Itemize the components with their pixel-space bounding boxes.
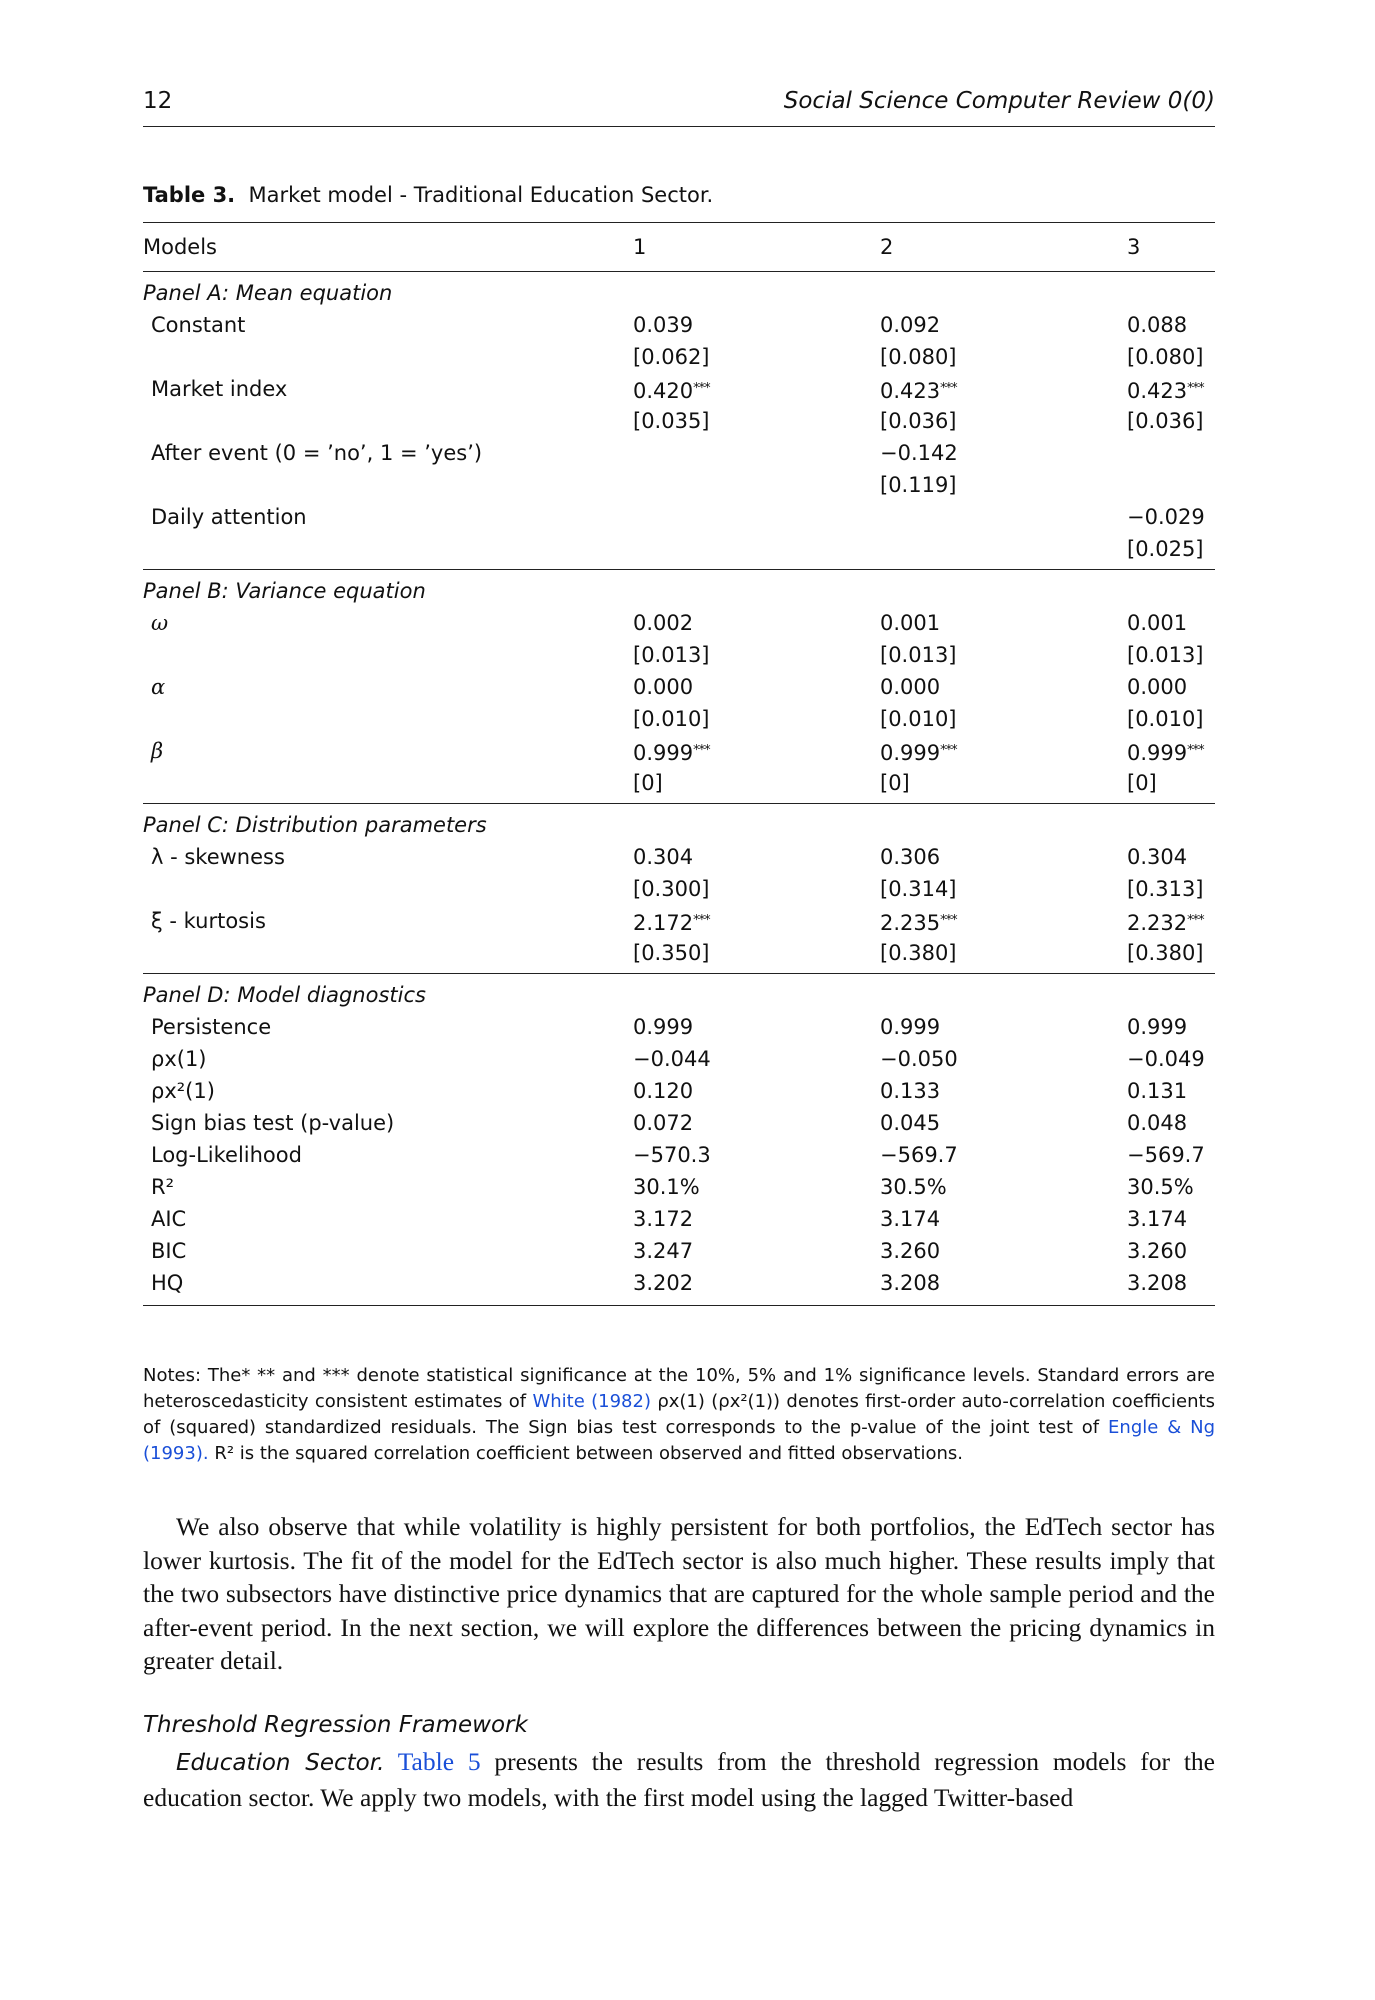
table-cell: 0.304 xyxy=(1127,845,1188,869)
row-label: Persistence xyxy=(151,1015,272,1039)
table-row xyxy=(143,405,1215,437)
significance-stars: *** xyxy=(1187,381,1204,396)
row-label: HQ xyxy=(151,1271,184,1295)
row-label: R² xyxy=(151,1175,175,1199)
significance-stars: *** xyxy=(940,913,957,928)
table-cell: [0.036] xyxy=(1127,409,1204,433)
table-notes xyxy=(143,1363,1215,1467)
table-cell: [0.013] xyxy=(633,643,710,667)
subsection-heading: Education Sector. xyxy=(176,1750,385,1776)
table-row xyxy=(143,437,1215,469)
table-cell: 2.235*** xyxy=(880,911,957,935)
table-cell: 0.002 xyxy=(633,611,694,635)
panel-title-text: Panel A: Mean equation xyxy=(143,281,393,305)
table-cell: 3.172 xyxy=(633,1207,694,1231)
row-label: AIC xyxy=(151,1207,187,1231)
table-cell: −569.7 xyxy=(1127,1143,1205,1167)
table-cell: [0.380] xyxy=(1127,941,1204,965)
table-cell: 0.423*** xyxy=(1127,379,1204,403)
table-row xyxy=(143,873,1215,905)
table-cell: 3.260 xyxy=(880,1239,941,1263)
table-row xyxy=(143,1107,1215,1139)
table-cell: 0.999 xyxy=(880,1015,941,1039)
significance-stars: *** xyxy=(693,913,710,928)
column-header: Models xyxy=(143,235,217,259)
table-row xyxy=(143,607,1215,639)
paragraph-text: presents the results from the threshold regression models for the education sector. We apply two models, with the first model using the lagged Twitter-based xyxy=(143,1747,1215,1812)
table-cell: [0.013] xyxy=(1127,643,1204,667)
table-cell: 3.174 xyxy=(880,1207,941,1231)
table-cell: −570.3 xyxy=(633,1143,711,1167)
table-cell: 0.420*** xyxy=(633,379,710,403)
table-row xyxy=(143,767,1215,799)
table-header-row xyxy=(143,223,1215,271)
table-cell: [0.010] xyxy=(633,707,710,731)
column-header: 3 xyxy=(1127,235,1141,259)
body-text xyxy=(143,1510,1215,1678)
significance-stars: *** xyxy=(693,743,710,758)
table-cell: 0.133 xyxy=(880,1079,941,1103)
notes-text: R² is the squared correlation coefficient between observed and fitted observations. xyxy=(214,1443,963,1464)
significance-stars: *** xyxy=(693,381,710,396)
table-cell: 0.120 xyxy=(633,1079,694,1103)
notes-text: ρx(1) (ρx²(1)) denotes first-order auto-correlation coefficients of (squared) standardized residuals. The Sign bias test corresponds to the p-value of the joint test of xyxy=(143,1391,1215,1438)
significance-stars: *** xyxy=(940,743,957,758)
table-row xyxy=(143,841,1215,873)
table-cell: −0.029 xyxy=(1127,505,1205,529)
table-row xyxy=(143,1139,1215,1171)
panel-title xyxy=(143,277,1215,309)
table-row xyxy=(143,309,1215,341)
table-cell: [0.119] xyxy=(880,473,957,497)
table-cell: 3.174 xyxy=(1127,1207,1188,1231)
table-cell: [0.013] xyxy=(880,643,957,667)
table-cell: 0.001 xyxy=(880,611,941,635)
table-cell: [0.380] xyxy=(880,941,957,965)
panel-title xyxy=(143,979,1215,1011)
table-row xyxy=(143,533,1215,565)
table-row xyxy=(143,735,1215,767)
table-row xyxy=(143,1011,1215,1043)
table-body xyxy=(143,277,1215,1306)
table-caption xyxy=(143,183,713,207)
row-label: β xyxy=(151,739,164,763)
table-cell: 0.000 xyxy=(1127,675,1188,699)
table-cell: 0.306 xyxy=(880,845,941,869)
row-label: Sign bias test (p-value) xyxy=(151,1111,395,1135)
table-cell: [0.080] xyxy=(880,345,957,369)
table-link[interactable]: Table 5 xyxy=(397,1747,481,1776)
table-cell: −0.142 xyxy=(880,441,958,465)
table-cell: −569.7 xyxy=(880,1143,958,1167)
table-row xyxy=(143,671,1215,703)
table-cell: 2.232*** xyxy=(1127,911,1204,935)
table-caption-text: Market model - Traditional Education Sector. xyxy=(248,183,714,207)
table-cell: [0.010] xyxy=(880,707,957,731)
table-cell: [0.314] xyxy=(880,877,957,901)
citation-link[interactable]: White (1982) xyxy=(532,1391,651,1412)
table-cell: 0.048 xyxy=(1127,1111,1188,1135)
table-cell: 2.172*** xyxy=(633,911,710,935)
table-row xyxy=(143,341,1215,373)
notes-text: Notes: The* ** and *** denote statistical significance at the 10%, 5% and 1% significance levels. Standard errors are heteroscedasticity consistent estimates of xyxy=(143,1365,1215,1412)
row-label: Market index xyxy=(151,377,288,401)
table-cell: 3.208 xyxy=(1127,1271,1188,1295)
table-cell: 0.304 xyxy=(633,845,694,869)
table-row xyxy=(143,1075,1215,1107)
row-label: ρx(1) xyxy=(151,1047,207,1071)
table-cell: −0.044 xyxy=(633,1047,711,1071)
table-row xyxy=(143,905,1215,937)
table-cell: [0.300] xyxy=(633,877,710,901)
table-cell: [0.350] xyxy=(633,941,710,965)
table-cell: 0.088 xyxy=(1127,313,1188,337)
paragraph: We also observe that while volatility is highly persistent for both portfolios, the EdTech sector has lower kurtosis. The fit of the model for the EdTech sector is also much higher. These results imply that the two subsectors have distinctive price dynamics that are captured for the whole sample period and the after-event period. In the next section, we will explore the differences between the pricing dynamics in greater detail. xyxy=(143,1512,1215,1675)
table-cell: [0.035] xyxy=(633,409,710,433)
significance-stars: *** xyxy=(1187,913,1204,928)
row-label: λ - skewness xyxy=(151,845,285,869)
panel-title-text: Panel D: Model diagnostics xyxy=(143,983,426,1007)
table-cell: 0.999*** xyxy=(633,741,710,765)
table-label: Table 3. xyxy=(143,183,236,207)
table-row xyxy=(143,469,1215,501)
row-label: α xyxy=(151,675,166,699)
table-cell: 0.999 xyxy=(633,1015,694,1039)
table-cell: 0.001 xyxy=(1127,611,1188,635)
table-cell: 0.423*** xyxy=(880,379,957,403)
row-label: After event (0 = ’no’, 1 = ’yes’) xyxy=(151,441,483,465)
row-label: Log-Likelihood xyxy=(151,1143,302,1167)
results-table xyxy=(143,222,1215,1306)
table-cell: 3.260 xyxy=(1127,1239,1188,1263)
table-cell: 0.131 xyxy=(1127,1079,1188,1103)
table-cell: 30.1% xyxy=(633,1175,700,1199)
table-cell: 3.208 xyxy=(880,1271,941,1295)
table-cell: 3.247 xyxy=(633,1239,694,1263)
table-cell: 0.000 xyxy=(633,675,694,699)
paragraph xyxy=(143,1745,1215,1814)
page-header xyxy=(143,88,1215,127)
table-row xyxy=(143,1171,1215,1203)
table-row xyxy=(143,937,1215,969)
significance-stars: *** xyxy=(940,381,957,396)
table-cell: [0] xyxy=(633,771,663,795)
significance-stars: *** xyxy=(1187,743,1204,758)
table-row xyxy=(143,639,1215,671)
table-cell: 0.999*** xyxy=(880,741,957,765)
page-number: 12 xyxy=(143,88,173,114)
row-label: Constant xyxy=(151,313,246,337)
row-label: ρx²(1) xyxy=(151,1079,215,1103)
table-cell: [0] xyxy=(880,771,910,795)
table-cell: −0.049 xyxy=(1127,1047,1205,1071)
table-row xyxy=(143,703,1215,735)
table-row xyxy=(143,1235,1215,1267)
column-header: 2 xyxy=(880,235,894,259)
table-row xyxy=(143,1267,1215,1299)
row-label: ω xyxy=(151,611,169,635)
table-cell: [0.010] xyxy=(1127,707,1204,731)
column-header: 1 xyxy=(633,235,647,259)
table-cell: 0.000 xyxy=(880,675,941,699)
section-heading: Threshold Regression Framework xyxy=(143,1712,528,1738)
table-cell: [0.313] xyxy=(1127,877,1204,901)
row-label: BIC xyxy=(151,1239,187,1263)
table-cell: [0] xyxy=(1127,771,1157,795)
panel-title xyxy=(143,575,1215,607)
row-label: Daily attention xyxy=(151,505,307,529)
row-label: ξ - kurtosis xyxy=(151,909,266,933)
panel-title-text: Panel B: Variance equation xyxy=(143,579,426,603)
body-text-2 xyxy=(143,1745,1215,1814)
table-cell: 0.092 xyxy=(880,313,941,337)
table-cell: [0.062] xyxy=(633,345,710,369)
table-cell: 0.072 xyxy=(633,1111,694,1135)
table-cell: −0.050 xyxy=(880,1047,958,1071)
panel-title-text: Panel C: Distribution parameters xyxy=(143,813,487,837)
table-row xyxy=(143,1043,1215,1075)
table-cell: 0.045 xyxy=(880,1111,941,1135)
table-cell: 3.202 xyxy=(633,1271,694,1295)
table-cell: 30.5% xyxy=(880,1175,947,1199)
table-cell: [0.025] xyxy=(1127,537,1204,561)
table-row xyxy=(143,373,1215,405)
table-row xyxy=(143,501,1215,533)
citation-link[interactable]: Engle & Ng (1993). xyxy=(143,1417,1215,1464)
table-cell: 30.5% xyxy=(1127,1175,1194,1199)
table-row xyxy=(143,1203,1215,1235)
table-cell: 0.039 xyxy=(633,313,694,337)
table-cell: [0.036] xyxy=(880,409,957,433)
journal-title: Social Science Computer Review 0(0) xyxy=(783,88,1215,114)
table-cell: 0.999 xyxy=(1127,1015,1188,1039)
table-cell: 0.999*** xyxy=(1127,741,1204,765)
panel-title xyxy=(143,809,1215,841)
table-cell: [0.080] xyxy=(1127,345,1204,369)
